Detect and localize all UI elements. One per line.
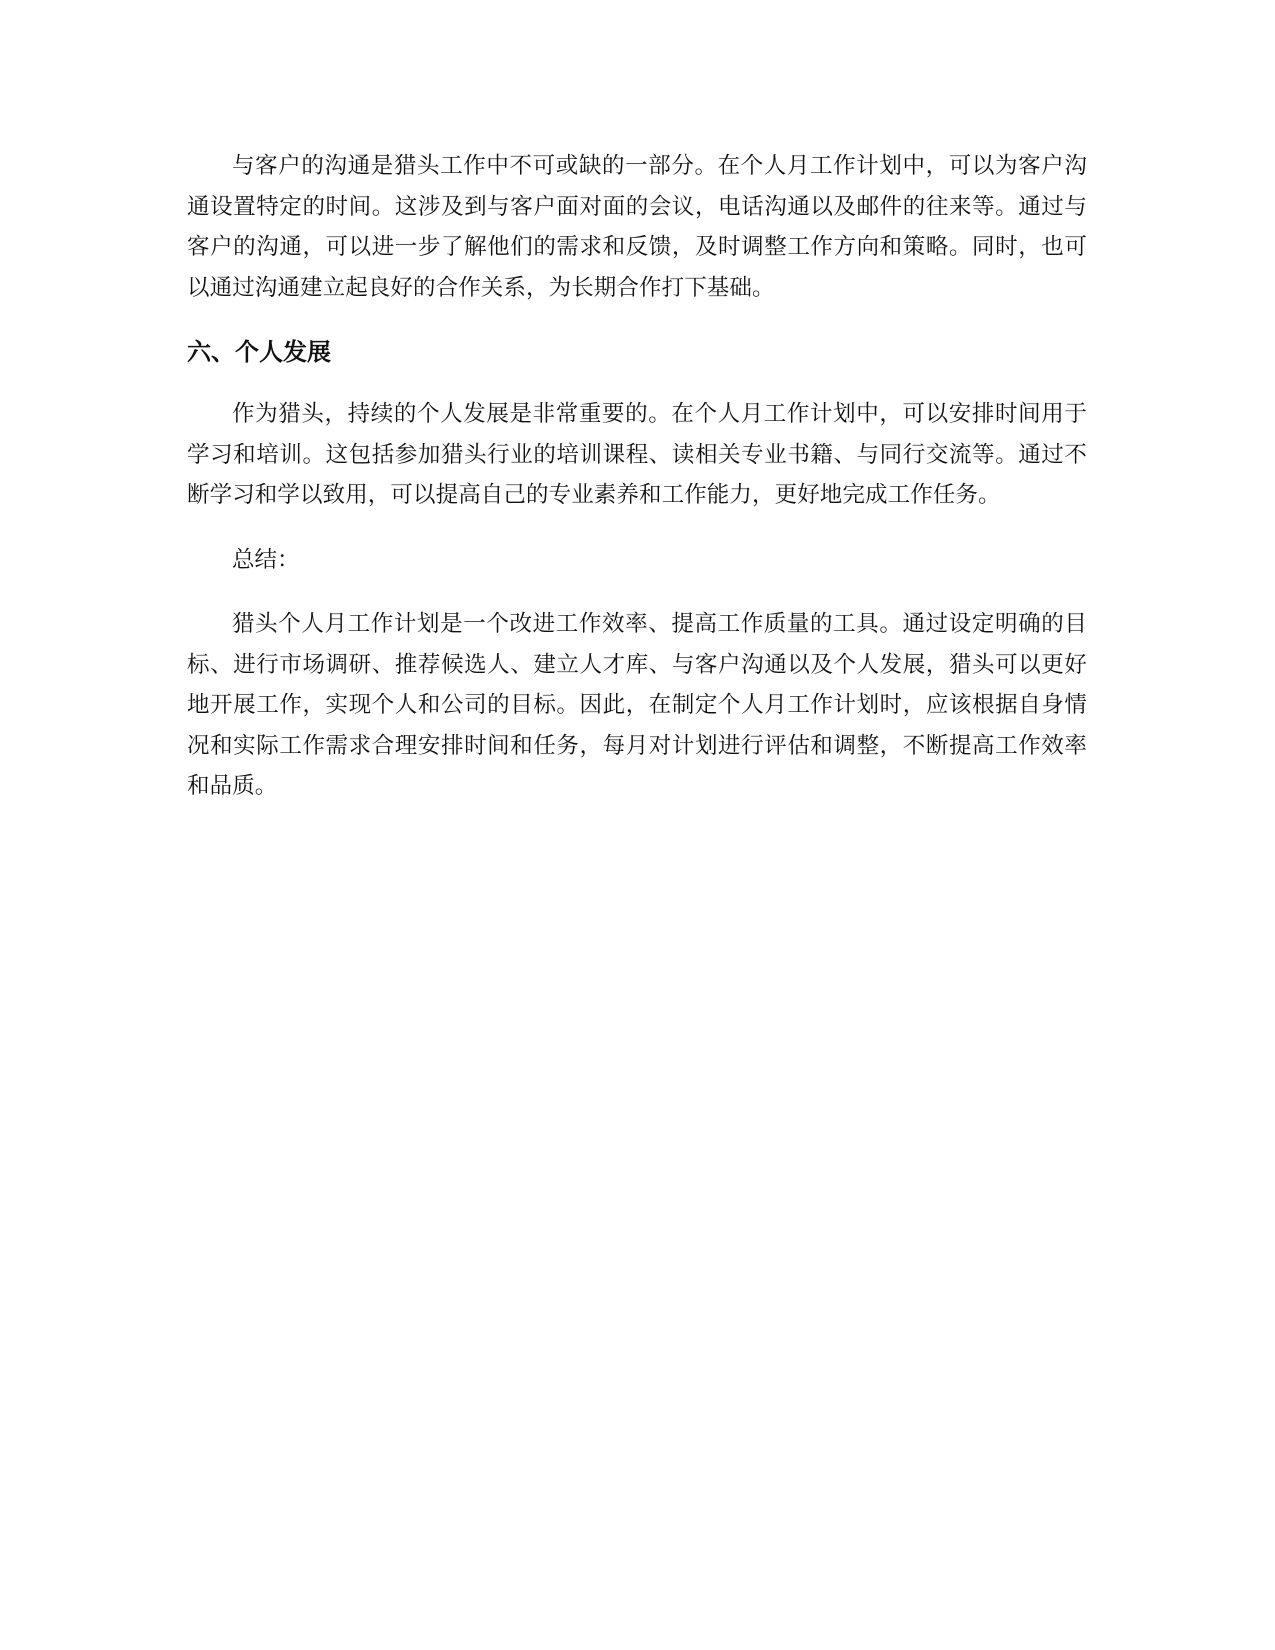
summary-paragraph: 猎头个人月工作计划是一个改进工作效率、提高工作质量的工具。通过设定明确的目标、进行市场调研、推荐候选人、建立人才库、与客户沟通以及个人发展，猎头可以更好地开展工作，实现个人和公司的目标。因此，在制定个人月工作计划时，应该根据自身情况和实际工作需求合理安排时间和任务，每月对计划进行评估和调整，不断提高工作效率和品质。 [187, 611, 1087, 799]
client-communication-paragraph: 与客户的沟通是猎头工作中不可或缺的一部分。在个人月工作计划中，可以为客户沟通设置特定的时间。这涉及到与客户面对面的会议，电话沟通以及邮件的往来等。通过与客户的沟通，可以进一步了解他们的需求和反馈，及时调整工作方向和策略。同时，也可以通过沟通建立起良好的合作关系，为长期合作打下基础。 [187, 153, 1087, 301]
section-six-heading: 六、个人发展 [187, 338, 331, 366]
summary-label: 总结： [232, 546, 300, 573]
personal-development-paragraph: 作为猎头，持续的个人发展是非常重要的。在个人月工作计划中，可以安排时间用于学习和培训。这包括参加猎头行业的培训课程、读相关专业书籍、与同行交流等。通过不断学习和学以致用，可以提高自己的专业素养和工作能力，更好地完成工作任务。 [187, 401, 1087, 508]
document-body [187, 146, 1087, 807]
